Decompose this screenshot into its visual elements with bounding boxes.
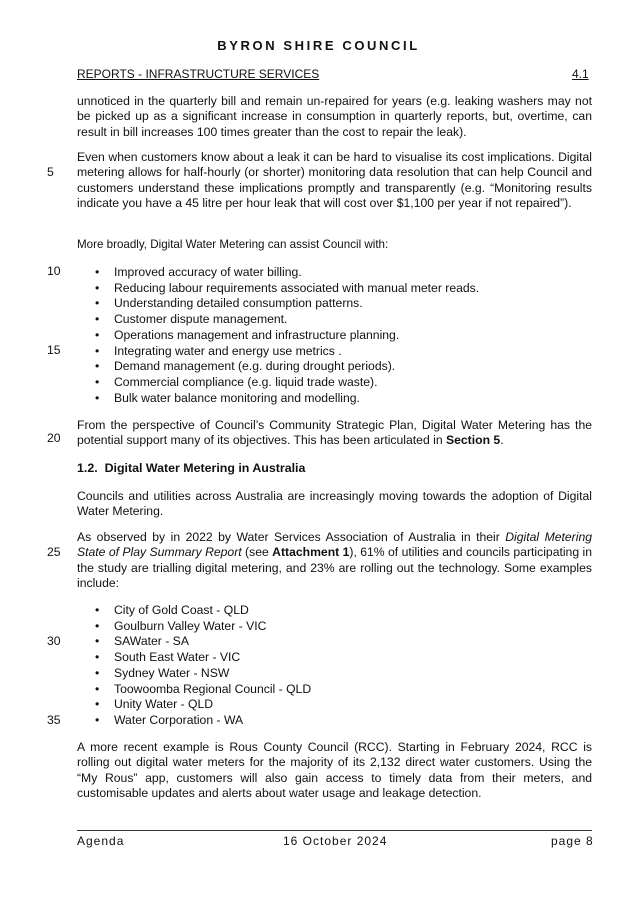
paragraph-leak-unnoticed: unnoticed in the quarterly bill and remain un-repaired for years (e.g. leaking washers may not be picked up as a significant increase in consumption in quarterly reports, but, overtime, can result in bill increases 100 times greater than the cost to repair the leak).: [77, 94, 592, 139]
section-label: REPORTS - INFRASTRUCTURE SERVICES: [77, 67, 320, 81]
section-5-reference: Section 5: [446, 433, 501, 448]
examples-list: [95, 603, 311, 729]
line-number-25: 25: [47, 545, 61, 559]
benefits-list: [95, 265, 479, 406]
paragraph-wsaa-report: As observed by in 2022 by Water Services Association of Australia in their Digital Metering State of Play Summary Report (see Attachment 1), 61% of utilities and councils participating in the study are trialling digital metering, and 23% are rolling out the technology. Some examples include:: [77, 530, 593, 590]
line-number-20: 20: [47, 431, 61, 445]
list-item: • Commercial compliance (e.g. liquid trade waste).: [95, 375, 479, 391]
heading-text: Digital Water Metering in Australia: [104, 461, 306, 475]
paragraph-strategic-plan: From the perspective of Council’s Community Strategic Plan, Digital Water Metering has the potential support many of its objectives. This has been articulated in Section 5.: [77, 418, 592, 448]
paragraph-cost-implications: Even when customers know about a leak it can be hard to visualise its cost implications. Digital metering allows for half-hourly (or shorter) monitoring data resolution that can help Council and customers understand these implications promptly and transparently (e.g. “Monitoring results indicate you have a 45 litre per hour leak that will cost over $1,100 per year if not repaired”).: [77, 150, 592, 210]
list-item: • Goulburn Valley Water - VIC: [95, 619, 311, 635]
list-item: • Water Corporation - WA: [95, 713, 311, 729]
paragraph-rous-example: A more recent example is Rous County Council (RCC). Starting in February 2024, RCC is rolling out digital water meters for the majority of its 2,132 direct water customers. Using the “My Rous” app, customers will also gain access to timely data from their meters, and customisable updates and alerts about water usage and leakage detection.: [77, 740, 592, 800]
list-item: • Improved accuracy of water billing.: [95, 265, 479, 281]
list-item: • Operations management and infrastructure planning.: [95, 328, 479, 344]
list-item: • City of Gold Coast - QLD: [95, 603, 311, 619]
footer-divider: [77, 830, 592, 831]
report-title: Digital Metering State of Play Summary Report: [77, 530, 592, 560]
line-number-10: 10: [47, 264, 61, 278]
list-item: • Demand management (e.g. during drought periods).: [95, 359, 479, 375]
list-item: • Unity Water - QLD: [95, 697, 311, 713]
list-item: • Reducing labour requirements associated with manual meter reads.: [95, 281, 479, 297]
attachment-reference: Attachment 1: [272, 545, 350, 560]
footer-page-number: page 8: [551, 834, 594, 848]
council-title: BYRON SHIRE COUNCIL: [217, 38, 420, 53]
line-number-35: 35: [47, 713, 61, 727]
paragraph-councils-adoption: Councils and utilities across Australia are increasingly moving towards the adoption of Digital Water Metering.: [77, 489, 592, 519]
line-number-30: 30: [47, 634, 61, 648]
paragraph-assist-intro: More broadly, Digital Water Metering can assist Council with:: [77, 238, 389, 251]
list-item: • Understanding detailed consumption patterns.: [95, 296, 479, 312]
section-number: 4.1: [572, 67, 589, 81]
footer-agenda: Agenda: [77, 834, 125, 848]
line-number-15: 15: [47, 343, 61, 357]
line-number-5: 5: [47, 165, 54, 179]
list-item: • Toowoomba Regional Council - QLD: [95, 682, 311, 698]
list-item: • Bulk water balance monitoring and modelling.: [95, 391, 479, 407]
heading-number: 1.2.: [77, 461, 98, 475]
footer-date: 16 October 2024: [283, 834, 388, 848]
list-item: • Integrating water and energy use metrics .: [95, 344, 479, 360]
list-item: • Sydney Water - NSW: [95, 666, 311, 682]
list-item: • Customer dispute management.: [95, 312, 479, 328]
section-heading: [77, 461, 305, 475]
list-item: • South East Water - VIC: [95, 650, 311, 666]
list-item: • SAWater - SA: [95, 634, 311, 650]
